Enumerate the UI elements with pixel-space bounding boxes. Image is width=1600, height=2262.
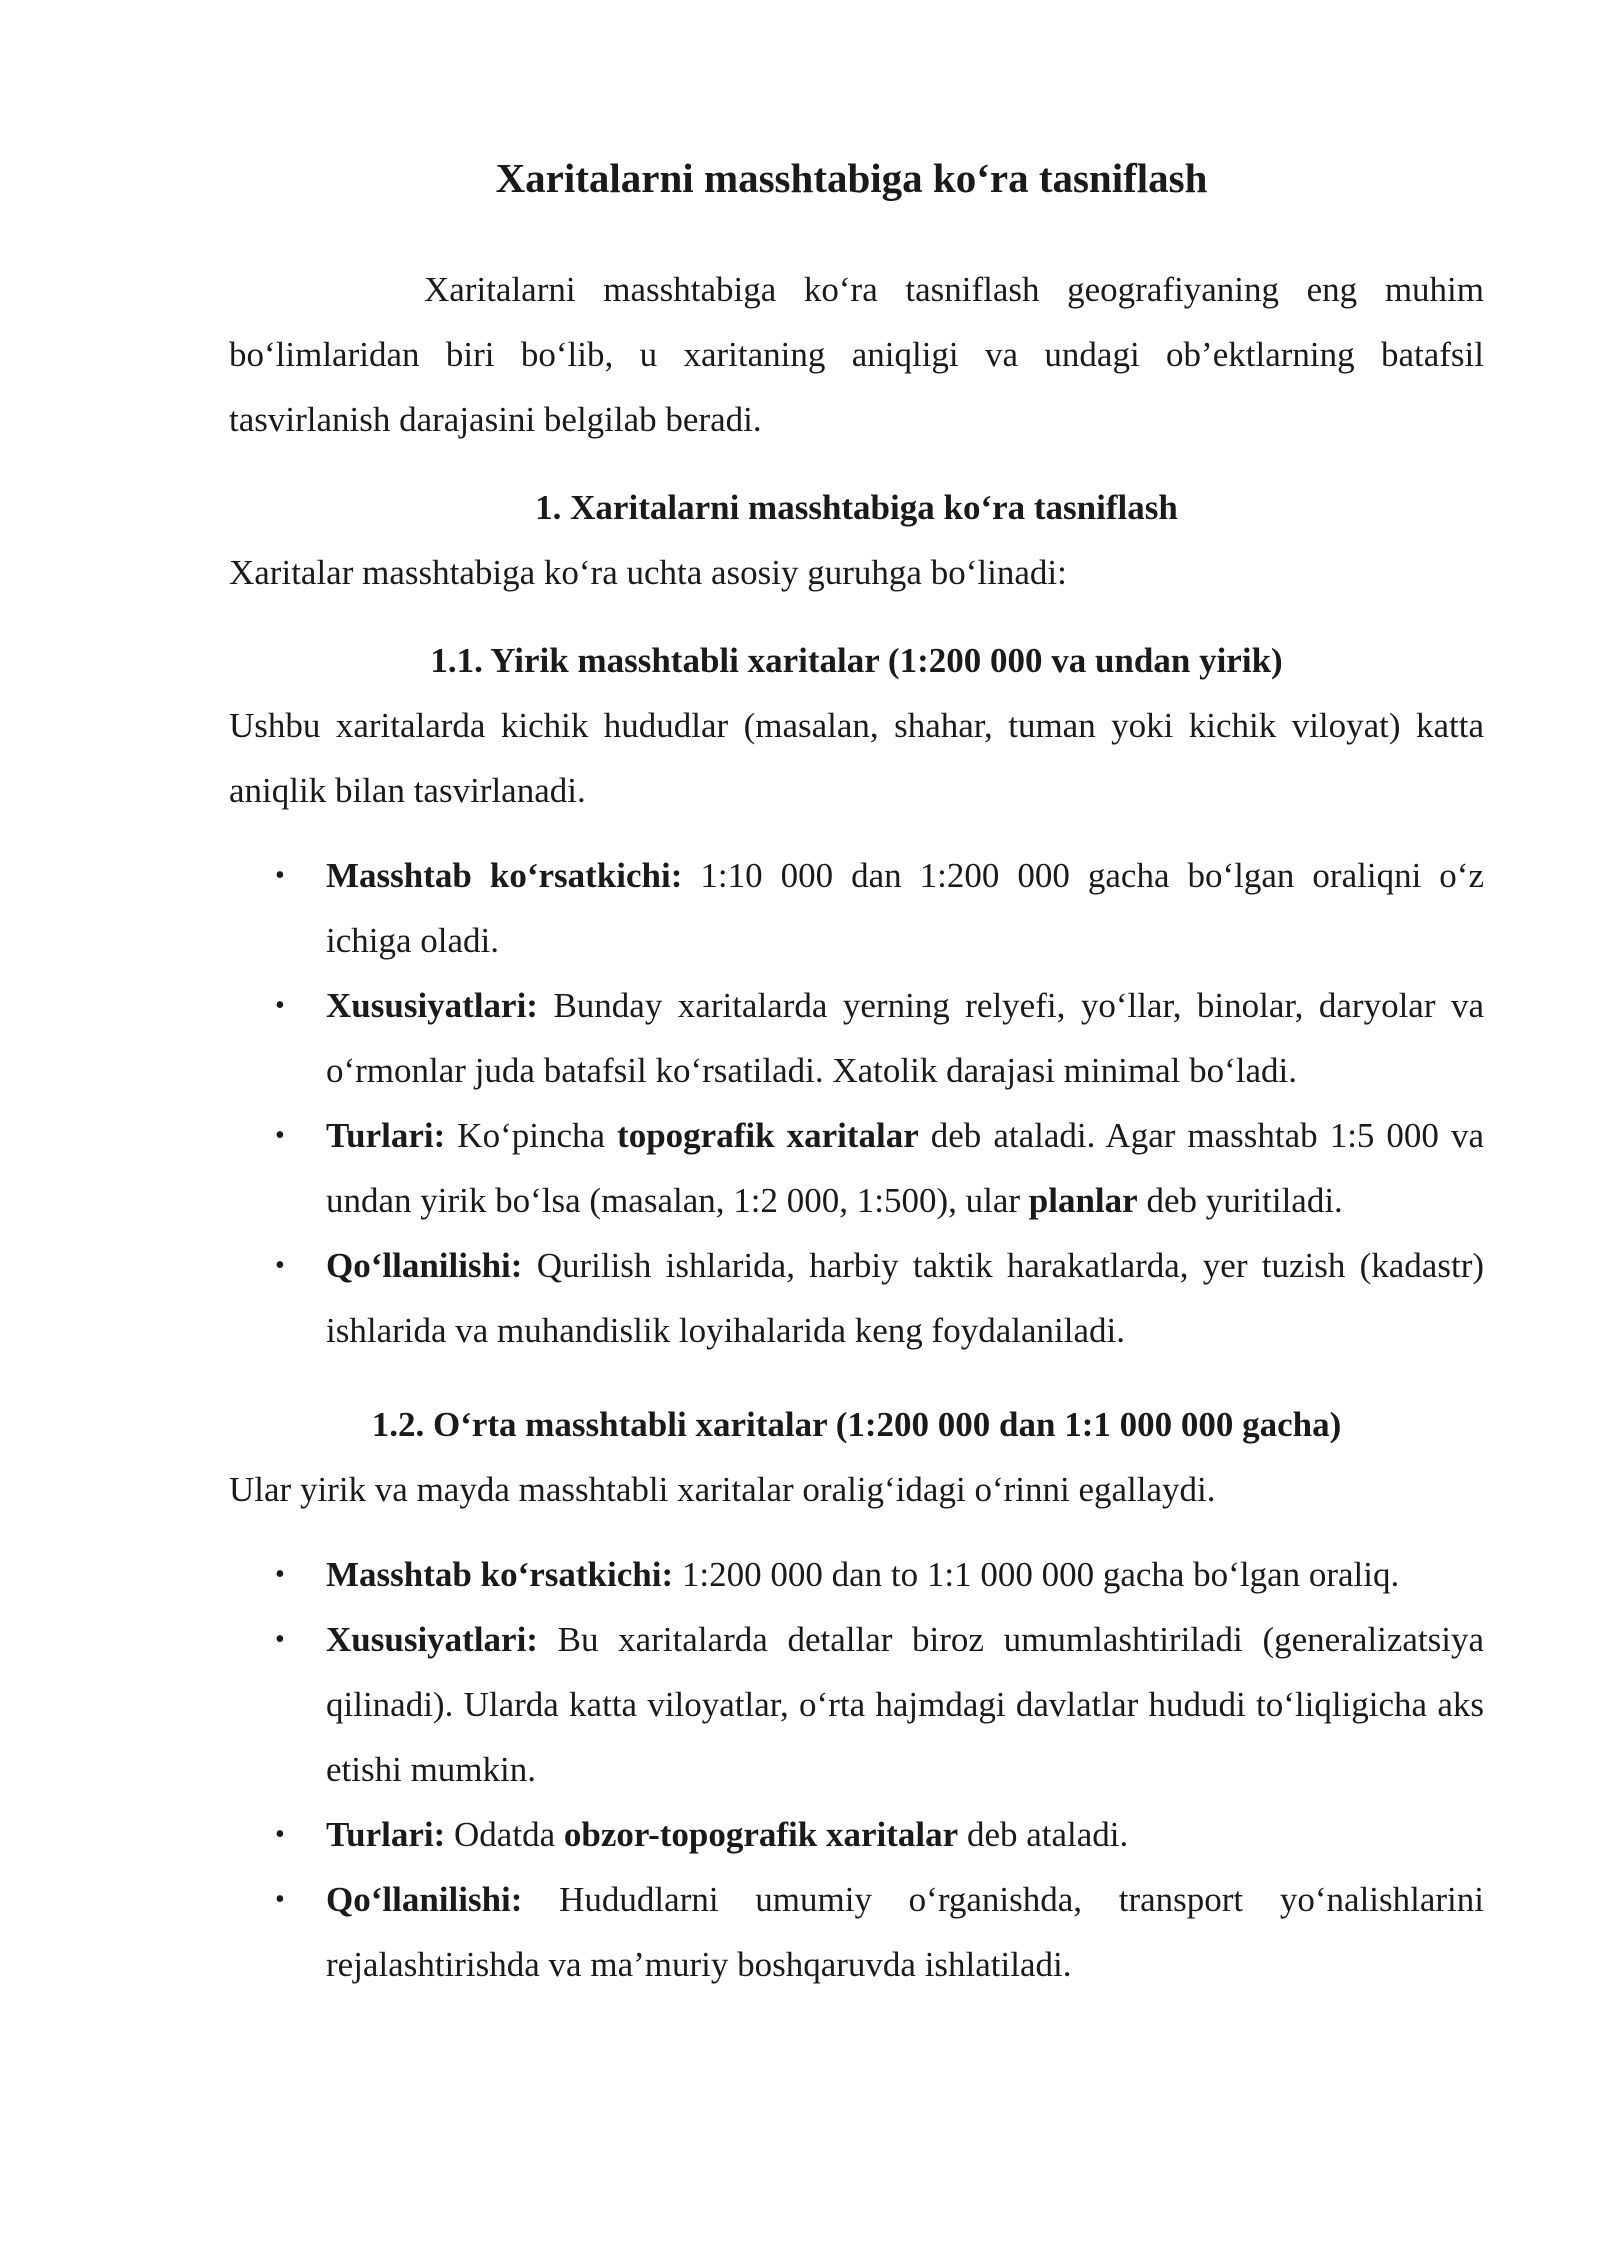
bullet-text: deb ataladi. [958,1815,1129,1854]
bullet-bold-term: planlar [1028,1181,1138,1220]
bullet-label: Turlari: [326,1815,446,1854]
document-page [229,150,1484,1997]
bullet-icon: • [275,1819,285,1850]
bullet-text: Hududlarni umumiy o‘rganishda, transport yo‘nalishlarini rejalashtirishda va ma’muriy boshqaruvda ishlatiladi. [326,1880,1484,1984]
bullet-label: Qo‘llanilishi: [326,1880,523,1919]
bullet-text: Odatda [445,1815,564,1854]
bullet-text: 1:200 000 dan to 1:1 000 000 gacha bo‘lgan oraliq. [673,1555,1400,1594]
bullet-text: Bunday xaritalarda yerning relyefi, yo‘llar, binolar, daryolar va o‘rmonlar juda batafsil ko‘rsatiladi. Xatolik darajasi minimal bo‘ladi. [326,986,1484,1090]
section-1-1-list [229,843,1484,1363]
section-1-2-list [229,1542,1484,1997]
bullet-icon: • [275,1250,285,1281]
section-1-2-heading: 1.2. O‘rta masshtabli xaritalar (1:200 000 dan 1:1 000 000 gacha) [371,1405,1342,1444]
bullet-icon: • [275,1120,285,1151]
bullet-text: Bu xaritalarda detallar biroz umumlashtiriladi (generalizatsiya qilinadi). Ularda katta viloyatlar, o‘rta hajmdagi davlatlar hududi to‘liqligicha aks etishi mumkin. [326,1620,1484,1789]
bullet-bold-term: obzor-topografik xaritalar [563,1815,959,1854]
list-item [229,843,1484,973]
list-item [229,1607,1484,1802]
bullet-label: Masshtab ko‘rsatkichi: [326,1555,674,1594]
section-1-2-text: Ular yirik va mayda masshtabli xaritalar oralig‘idagi o‘rinni egallaydi. [229,1470,1216,1509]
intro-paragraph: Xaritalarni masshtabiga ko‘ra tasniflash geografiyaning eng muhim bo‘limlaridan biri bo‘lib, u xaritaning aniqligi va undagi ob’ektlarning batafsil tasvirlanish darajasini belgilab beradi. [229,270,1484,439]
bullet-icon: • [275,1624,285,1655]
bullet-text: deb yuritiladi. [1137,1181,1343,1220]
bullet-label: Xususiyatlari: [326,986,538,1025]
bullet-label: Xususiyatlari: [326,1620,538,1659]
bullet-text: deb ataladi. Agar masshtab 1:5 000 va undan yirik bo‘lsa (masalan, 1:2 000, 1:500), ular [326,1116,1484,1220]
section-1-text: Xaritalar masshtabiga ko‘ra uchta asosiy guruhga bo‘linadi: [229,553,1067,592]
bullet-icon: • [275,1884,285,1915]
bullet-text: 1:10 000 dan 1:200 000 gacha bo‘lgan oraliqni o‘z ichiga oladi. [326,856,1484,960]
bullet-icon: • [275,990,285,1021]
bullet-label: Qo‘llanilishi: [326,1246,523,1285]
bullet-text: Qurilish ishlarida, harbiy taktik harakatlarda, yer tuzish (kadastr) ishlarida va muhandislik loyihalarida keng foydalaniladi. [326,1246,1484,1350]
section-1-1-text: Ushbu xaritalarda kichik hududlar (masalan, shahar, tuman yoki kichik viloyat) katta aniqlik bilan tasvirlanadi. [229,706,1484,810]
bullet-icon: • [275,860,285,891]
list-item [229,1867,1484,1997]
bullet-label: Turlari: [326,1116,446,1155]
bullet-bold-term: topografik xaritalar [617,1116,919,1155]
bullet-text: Ko‘pincha [445,1116,618,1155]
list-item [229,973,1484,1103]
list-item [229,1802,1484,1867]
document-title: Xaritalarni masshtabiga ko‘ra tasniflash [495,155,1208,201]
list-item [229,1542,1484,1607]
list-item [229,1233,1484,1363]
bullet-label: Masshtab ko‘rsatkichi: [326,856,683,895]
list-item [229,1103,1484,1233]
section-1-heading: 1. Xaritalarni masshtabiga ko‘ra tasniflash [535,488,1178,527]
section-1-1-heading: 1.1. Yirik masshtabli xaritalar (1:200 000 va undan yirik) [430,641,1283,680]
bullet-icon: • [275,1559,285,1590]
